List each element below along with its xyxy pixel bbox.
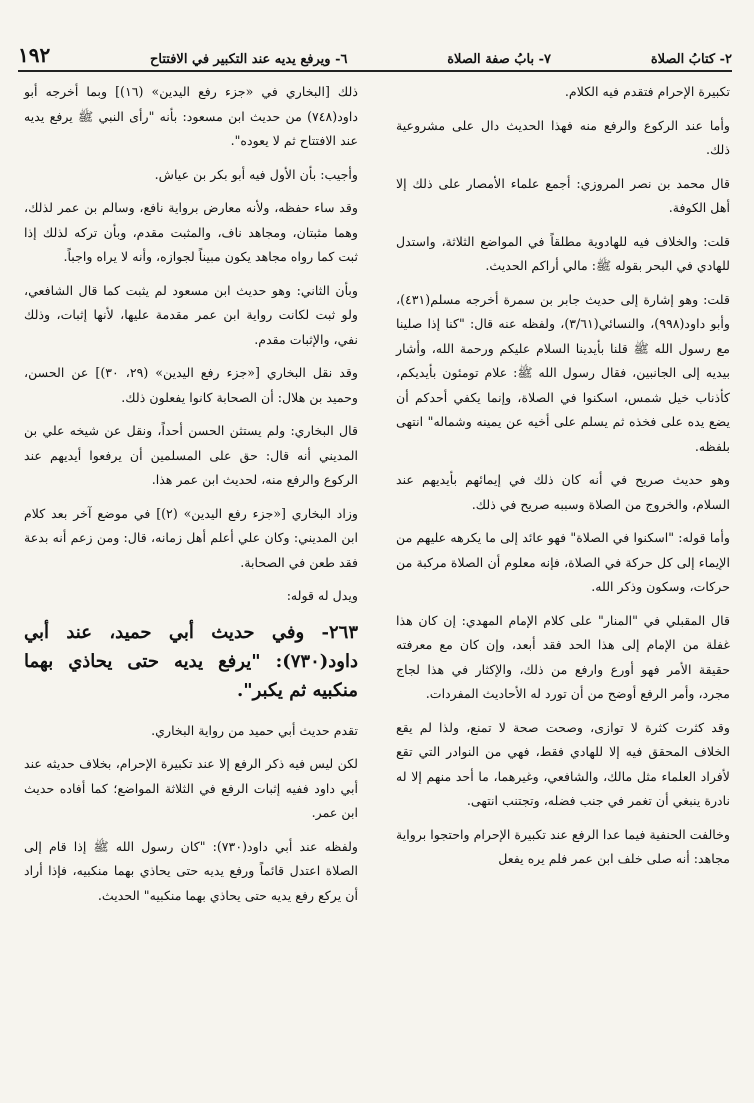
paragraph: قلت: وهو إشارة إلى حديث جابر بن سمرة أخرجه مسلم(٤٣١)، وأبو داود(٩٩٨)، والنسائي(٣/٦١)، ولفظه عنه قال: "كنا إذا صلينا مع رسول الله ﷺ قلنا بأيدينا السلام عليكم ورحمة الله، وأشار بيديه إلى الجانبين، فقال رسول الله ﷺ: علام تومئون بأيديكم، كأذناب خيل شمس، اسكنوا في الصلاة، وإنما يكفي أحدكم أن يضع يده على فخذه ثم يسلم على أخيه عن يمينه وشماله" انتهى بلفظه. [396,291,730,454]
hadith-heading: ٢٦٣- وفي حديث أبي حميد، عند أبي داود(٧٣٠): "يرفع يديه حتى يحاذي بهما منكبيه ثم يكبر". [24,621,358,701]
header-section-title: ٦- ويرفع يديه عند التكبير في الافتتاح [150,52,348,67]
paragraph: وزاد البخاري [«جزء رفع اليدين» (٢)] في موضع آخر بعد كلام ابن المديني: وكان علي أعلم أهل زمانه، قال: ومن زعم أنه بدعة فقد طعن في الصحابة. [24,505,358,570]
paragraph: ولفظه عند أبي داود(٧٣٠): "كان رسول الله ﷺ إذا قام إلى الصلاة اعتدل قائماً ورفع يديه حتى يحاذي بهما منكبيه، فإذا أراد أن يركع رفع يديه حتى يحاذي بهما منكبيه" الحديث. [24,838,358,903]
paragraph: وهو حديث صريح في أنه كان ذلك في إيمائهم بأيديهم عند السلام، والخروج من الصلاة وسببه صريح في ذلك. [396,472,730,512]
page-number: ١٩٢ [18,43,51,67]
left-text-column [24,80,358,917]
paragraph: لكن ليس فيه ذكر الرفع إلا عند تكبيرة الإحرام، بخلاف حديثه عند أبي داود ففيه إثبات الرفع في الثلاثة المواضع؛ كما أفاده حديث ابن عمر. [24,756,358,820]
paragraph: وقد نقل البخاري [«جزء رفع اليدين» (٢٩، ٣٠)] عن الحسن، وحميد بن هلال: أن الصحابة كانوا يفعلون ذلك. [24,365,358,405]
paragraph: وقد ساء حفظه، ولأنه معارض برواية نافع، وسالم بن عمر لذلك، وهما مثبتان، ومجاهد ناف، والمثبت مقدم، وبأن تركه لذلك إذا ثبت كما رواه مجاهد يكون مبيناً لجوازه، وأنه لا يراه واجباً. [24,200,358,264]
paragraph: وقد كثرت كثرة لا توازى، وصحت صحة لا تمنع، ولذا لم يقع الخلاف المحقق فيه إلا للهادي فقط، فهي من النوادر التي تقع لأفراد العلماء مثل مالك، والشافعي، وغيرهما، ما أحد منهم إلا له نادرة ينبغي أن تغمر في جنب فضله، وتجتنب انتهى. [396,719,730,808]
paragraph: وبأن الثاني: وهو حديث ابن مسعود لم يثبت كما قال الشافعي، ولو ثبت لكانت رواية ابن عمر مقدمة عليها، لأنها إثبات، وذلك نفي، والإثبات مقدم. [24,282,358,347]
paragraph: قال المقبلي في "المنار" على كلام الإمام المهدي: إن كان هذا غفلة من الإمام إلى هذا الحد فقد أبعد، وإن كان مع معرفته حقيقة الأمر فهو أورع وارفع من ذلك، والإكثار في هذا لجاج مجرد، وأمر الرفع أوضح من أن تورد له الأحاديث المفردات. [396,612,730,701]
paragraph: ويدل له قوله: [286,588,358,603]
paragraph: وأجيب: بأن الأول فيه أبو بكر بن عياش. [154,166,358,182]
paragraph: قال البخاري: ولم يستثن الحسن أحداً، ونقل عن شيخه علي بن المديني أنه قال: حق على المسلمين أن يرفعوا أيديهم عند الركوع والرفع منه، لحديث ابن عمر هذا. [24,423,358,487]
paragraph: وخالفت الحنفية فيما عدا الرفع عند تكبيرة الإحرام واحتجوا برواية مجاهد: أنه صلى خلف ابن عمر فلم يره يفعل [396,826,730,866]
header-book-title: ٢- كتابُ الصلاة [650,52,732,67]
paragraph: تقدم حديث أبي حميد من رواية البخاري. [151,722,358,738]
running-header [18,38,732,72]
paragraph: ذلك [البخاري في «جزء رفع اليدين» (١٦)] وبما أخرجه أبو داود(٧٤٨) من حديث ابن مسعود: بأنه "رأى النبي ﷺ يرفع يديه عند الافتتاح ثم لا يعوده". [24,84,358,148]
paragraph: وأما قوله: "اسكنوا في الصلاة" فهو عائد إلى ما يكرهه عليهم من الإيماء إلى كل حركة في الصلاة، فإنه معلوم أن الصلاة مركبة من حركات، وسكون وذكر الله. [396,530,730,594]
paragraph: تكبيرة الإحرام فتقدم فيه الكلام. [564,84,730,99]
paragraph: قال محمد بن نصر المروزي: أجمع علماء الأمصار على ذلك إلا أهل الكوفة. [396,175,730,215]
right-text-column [396,80,730,881]
paragraph: وأما عند الركوع والرفع منه فهذا الحديث دال على مشروعية ذلك. [396,117,730,157]
header-chapter-title: ٧- بابُ صفة الصلاة [447,52,552,67]
paragraph: قلت: والخلاف فيه للهادوية مطلقاً في المواضع الثلاثة، واستدل للهادي في البحر بقوله ﷺ: مالي أراكم الحديث. [396,233,730,273]
